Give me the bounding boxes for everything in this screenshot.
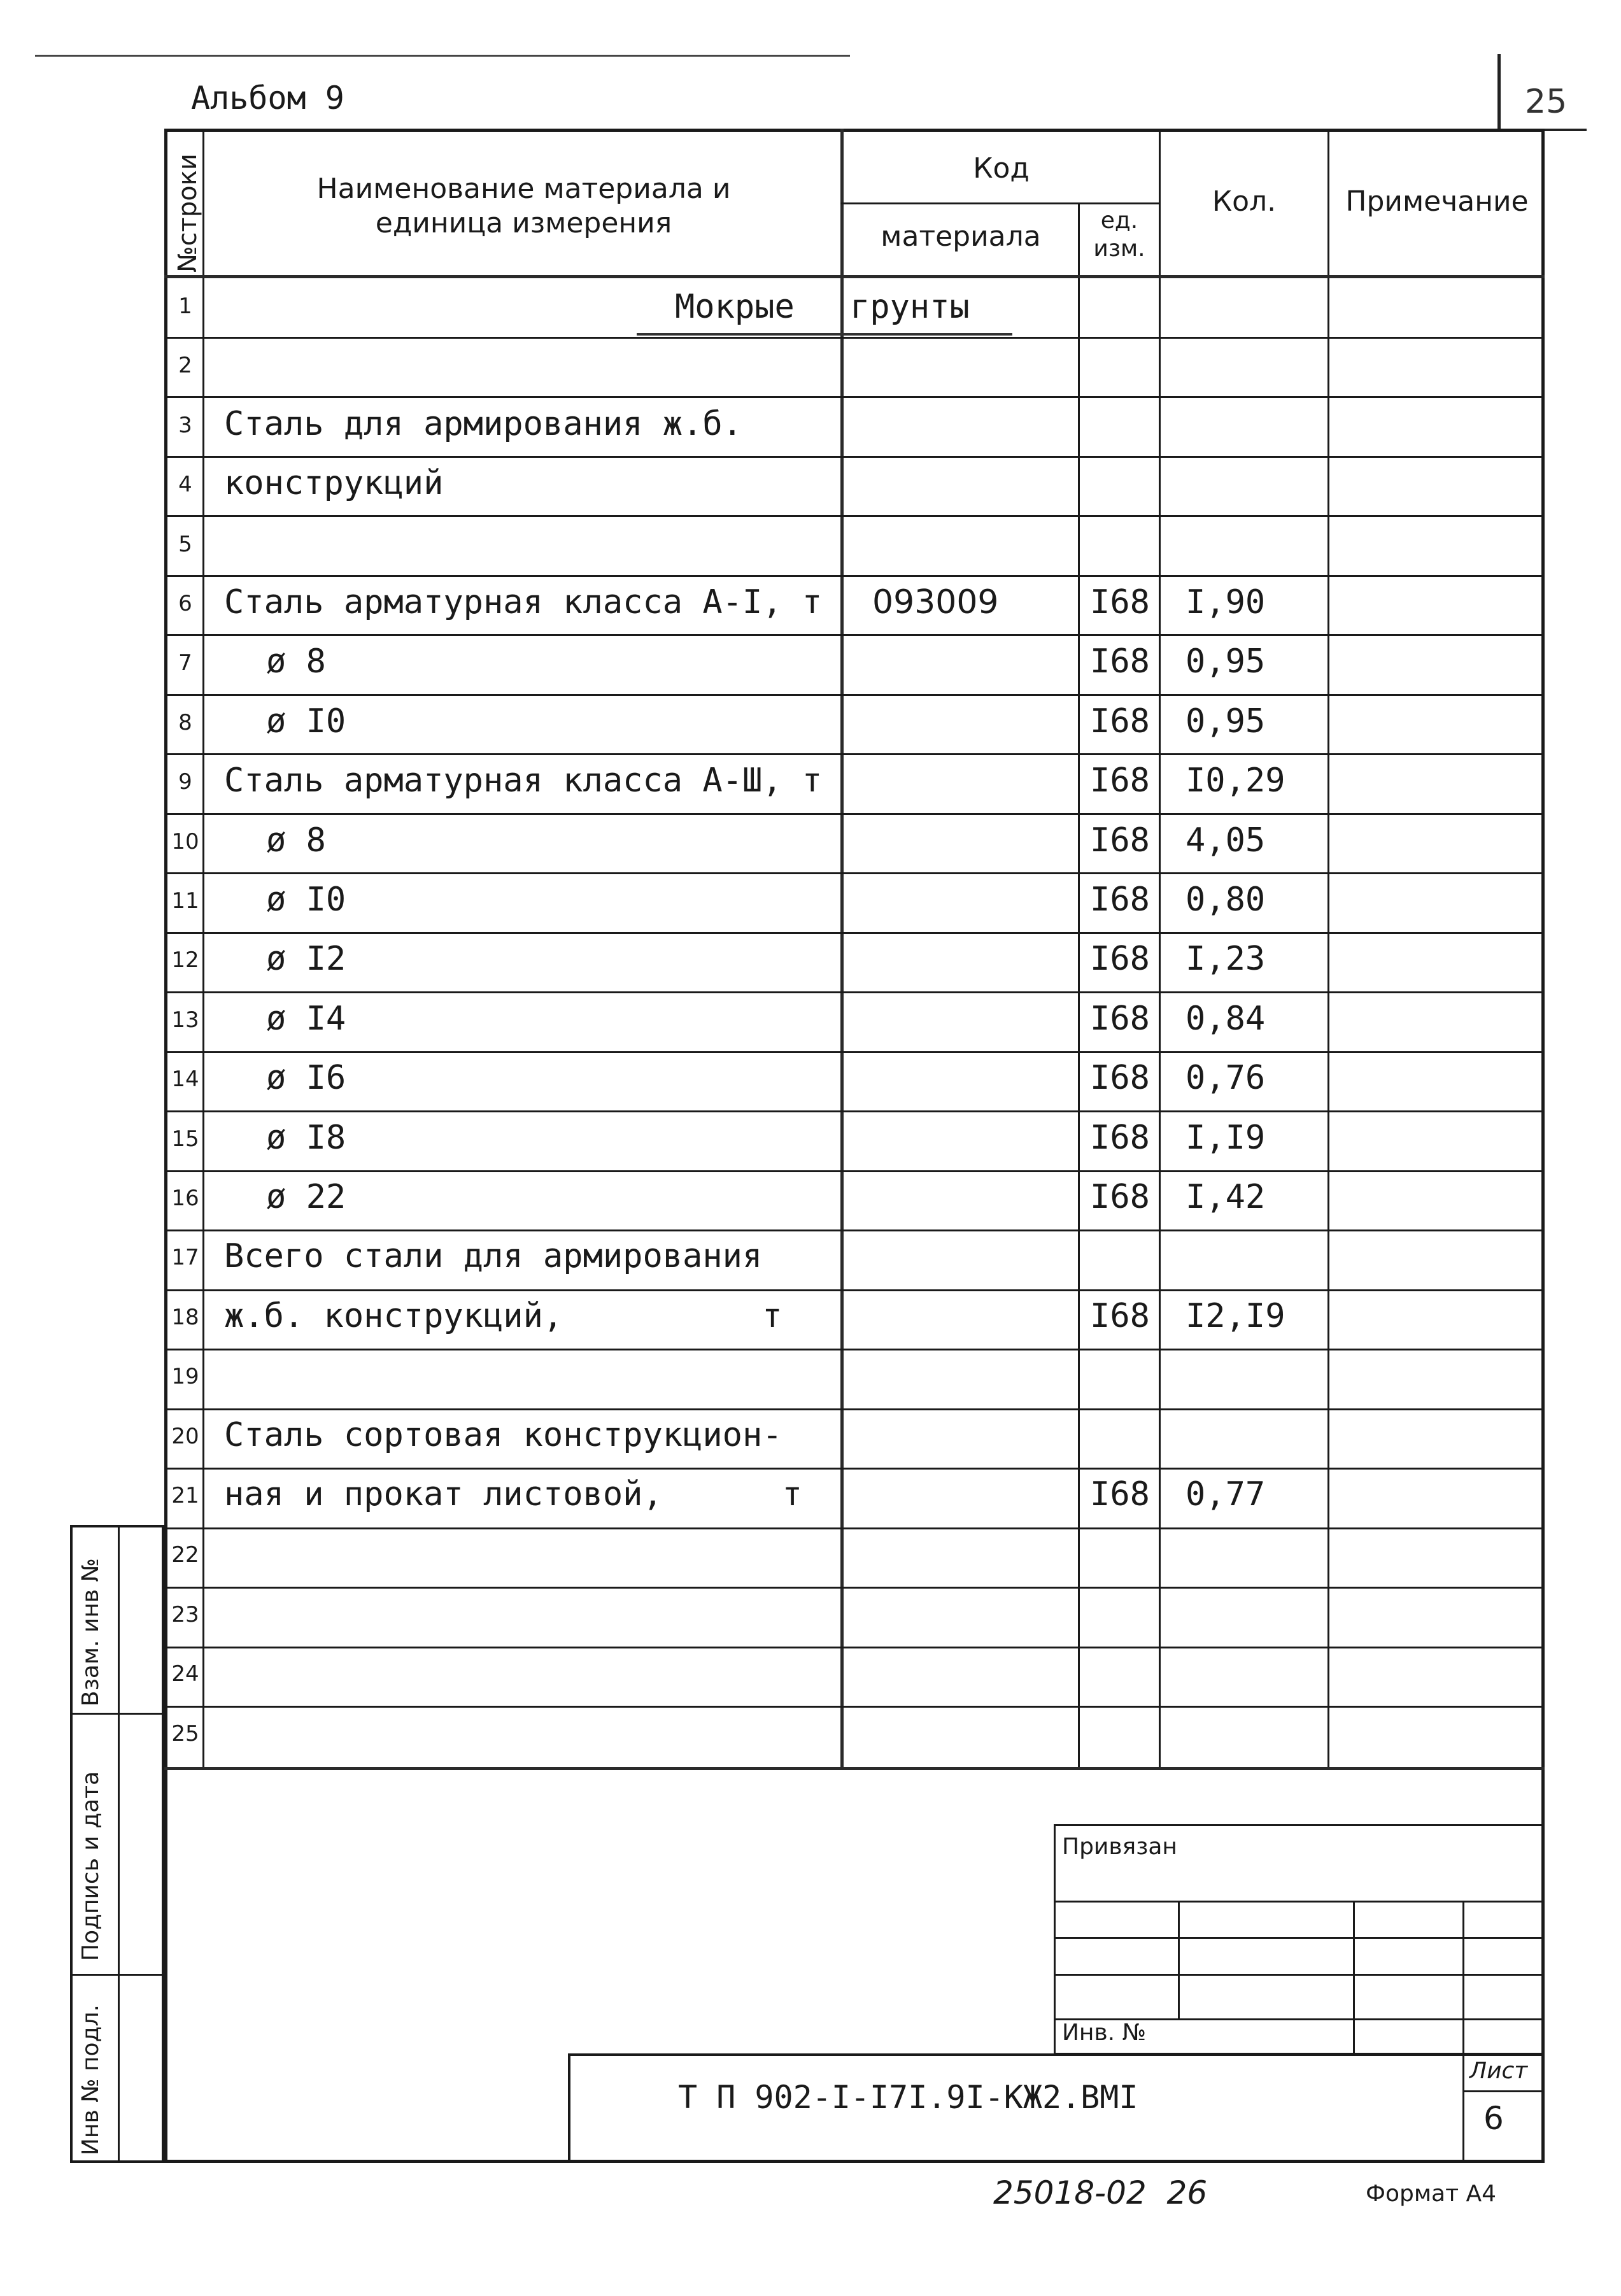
row-number: 5 [178, 531, 192, 557]
row-line [164, 694, 1545, 696]
row-name: ная и прокат листовой, т [224, 1475, 802, 1513]
row-number: 8 [178, 709, 192, 735]
row-name: Сталь арматурная класса А-I, т [224, 583, 823, 621]
row-quantity: 0,95 [1186, 642, 1266, 681]
row-name: ø 8 [266, 642, 326, 681]
section-title-left: Мокрые [675, 288, 795, 326]
row-line [164, 872, 1545, 874]
side-strip-divider [118, 1525, 120, 2163]
row-quantity: 0,95 [1186, 702, 1266, 741]
designation-sheet-split [1462, 2090, 1545, 2092]
row-unit: I68 [1090, 1178, 1150, 1216]
sheet-number: 6 [1483, 2100, 1504, 2137]
row-line [164, 1289, 1545, 1291]
stamp-inv-label: Инв. № [1062, 2020, 1147, 2046]
col-divider-material [1078, 202, 1080, 1768]
row-name: Всего стали для армирования [224, 1237, 763, 1276]
table-bottom [164, 1767, 1545, 1770]
row-number: 17 [171, 1245, 199, 1271]
row-quantity: I2,I9 [1186, 1296, 1285, 1335]
row-quantity: I,23 [1186, 940, 1266, 979]
row-line [164, 753, 1545, 755]
row-name: ø I8 [266, 1118, 346, 1157]
format-label: Формат А4 [1366, 2181, 1497, 2207]
stamp-bound-label: Привязан [1062, 1834, 1177, 1860]
row-number: 3 [178, 412, 192, 438]
row-number: 1 [178, 294, 192, 319]
row-name: ø I6 [266, 1059, 346, 1098]
section-title-underline [637, 333, 1012, 336]
header-unit [1080, 207, 1159, 263]
side-strip-split-2 [70, 1974, 164, 1976]
header-name [207, 172, 840, 241]
row-number: 12 [171, 947, 199, 974]
row-number: 11 [171, 888, 199, 914]
header-name-line1: Наименование материала и [316, 173, 731, 205]
row-quantity: 0,84 [1186, 999, 1266, 1038]
stamp-line [1054, 1937, 1545, 1939]
row-unit: I68 [1090, 642, 1150, 681]
row-unit: I68 [1090, 762, 1150, 800]
row-quantity: 0,80 [1186, 881, 1266, 919]
header-bottom [164, 275, 1545, 278]
row-line [164, 1468, 1545, 1470]
row-line [164, 932, 1545, 934]
row-name: Сталь арматурная класса А-Ш, т [224, 762, 823, 800]
album-label: Альбом 9 [191, 80, 344, 117]
row-unit: I68 [1090, 583, 1150, 621]
row-name: ø I0 [266, 702, 346, 741]
row-number: 9 [178, 769, 192, 795]
row-unit: I68 [1090, 1059, 1150, 1098]
row-number: 10 [171, 828, 199, 854]
header-code: Код [973, 152, 1030, 185]
row-unit: I68 [1090, 1118, 1150, 1157]
row-line [164, 1051, 1545, 1053]
col-divider-unit [1159, 129, 1161, 1768]
col-divider-qty [1327, 129, 1329, 1768]
row-number: 16 [171, 1186, 199, 1211]
row-name: ø I0 [266, 881, 346, 919]
row-number: 24 [171, 1661, 199, 1687]
row-name: ø 22 [266, 1178, 346, 1216]
row-name: ø I2 [266, 940, 346, 979]
header-qty: Кол. [1212, 185, 1277, 218]
row-quantity: 4,05 [1186, 821, 1266, 860]
row-number: 25 [171, 1720, 199, 1747]
header-name-line2: единица измерения [375, 207, 672, 239]
stamp-line [1054, 1901, 1545, 1903]
row-line [164, 1706, 1545, 1708]
row-unit: I68 [1090, 1475, 1150, 1513]
row-number: 7 [178, 650, 192, 676]
row-line [164, 813, 1545, 815]
row-quantity: I,I9 [1186, 1118, 1266, 1157]
row-unit: I68 [1090, 999, 1150, 1038]
page-number: 25 [1525, 83, 1568, 121]
corner-tick [1497, 54, 1501, 131]
row-number: 20 [171, 1423, 199, 1449]
row-number: 19 [171, 1364, 199, 1390]
row-quantity: 0,76 [1186, 1059, 1266, 1098]
row-number: 6 [178, 591, 192, 616]
row-name: ж.б. конструкций, т [224, 1296, 782, 1335]
row-line [164, 337, 1545, 339]
row-name: Сталь для армирования ж.б. [224, 404, 742, 443]
row-number: 15 [171, 1126, 199, 1152]
row-line [164, 1229, 1545, 1231]
row-material-code: 093009 [872, 583, 999, 621]
row-number: 21 [171, 1483, 199, 1508]
row-quantity: I,42 [1186, 1178, 1266, 1216]
header-row-number: №строки [173, 153, 202, 273]
row-number: 4 [178, 472, 192, 498]
row-line [164, 991, 1545, 993]
section-title-right: грунты [850, 288, 970, 326]
row-quantity: 0,77 [1186, 1475, 1266, 1513]
row-number: 23 [171, 1601, 199, 1627]
side-label-signature-date: Подпись и дата [78, 1771, 104, 1961]
row-number: 2 [178, 353, 192, 379]
row-line [164, 1408, 1545, 1410]
row-quantity: I0,29 [1186, 762, 1285, 800]
designation-sheet-divider [1462, 2053, 1464, 2163]
row-number: 18 [171, 1304, 199, 1330]
row-number: 14 [171, 1067, 199, 1093]
stamp-col [1353, 1901, 1355, 2055]
row-name: ø 8 [266, 821, 326, 860]
row-line [164, 575, 1545, 577]
row-number: 22 [171, 1542, 199, 1568]
row-line [164, 1647, 1545, 1648]
row-line [164, 1587, 1545, 1589]
row-line [164, 634, 1545, 636]
row-line [164, 515, 1545, 517]
side-strip-split-1 [70, 1713, 164, 1715]
row-line [164, 396, 1545, 398]
row-unit: I68 [1090, 881, 1150, 919]
header-note: Примечание [1345, 185, 1529, 218]
row-line [164, 456, 1545, 458]
row-unit: I68 [1090, 940, 1150, 979]
row-quantity: I,90 [1186, 583, 1266, 621]
row-unit: I68 [1090, 1296, 1150, 1335]
header-unit-line1: ед. [1100, 208, 1138, 234]
side-label-inv-no-original: Инв № подл. [78, 2004, 104, 2155]
top-rule [35, 55, 850, 57]
stamp-col [1178, 1901, 1180, 2018]
sheet-label: Лист [1469, 2058, 1528, 2084]
stamp-line [1054, 1974, 1545, 1976]
header-code-split [840, 202, 1159, 204]
row-name: Сталь сортовая конструкцион- [224, 1415, 782, 1454]
header-unit-line2: изм. [1093, 236, 1145, 262]
row-unit: I68 [1090, 702, 1150, 741]
side-label-inv-no: Взам. инв № [78, 1558, 104, 1706]
header-material: материала [881, 220, 1041, 253]
row-name: ø I4 [266, 999, 346, 1038]
row-name: конструкций [224, 464, 444, 503]
row-line [164, 1349, 1545, 1350]
row-line [164, 1110, 1545, 1112]
row-unit: I68 [1090, 821, 1150, 860]
row-number: 13 [171, 1007, 199, 1033]
stamp-col [1462, 1901, 1464, 2055]
document-designation: Т П 902-I-I7I.9I-КЖ2.ВМI [678, 2079, 1138, 2116]
handwritten-number: 25018-02 26 [993, 2174, 1208, 2211]
row-line [164, 1170, 1545, 1172]
row-line [164, 1527, 1545, 1529]
